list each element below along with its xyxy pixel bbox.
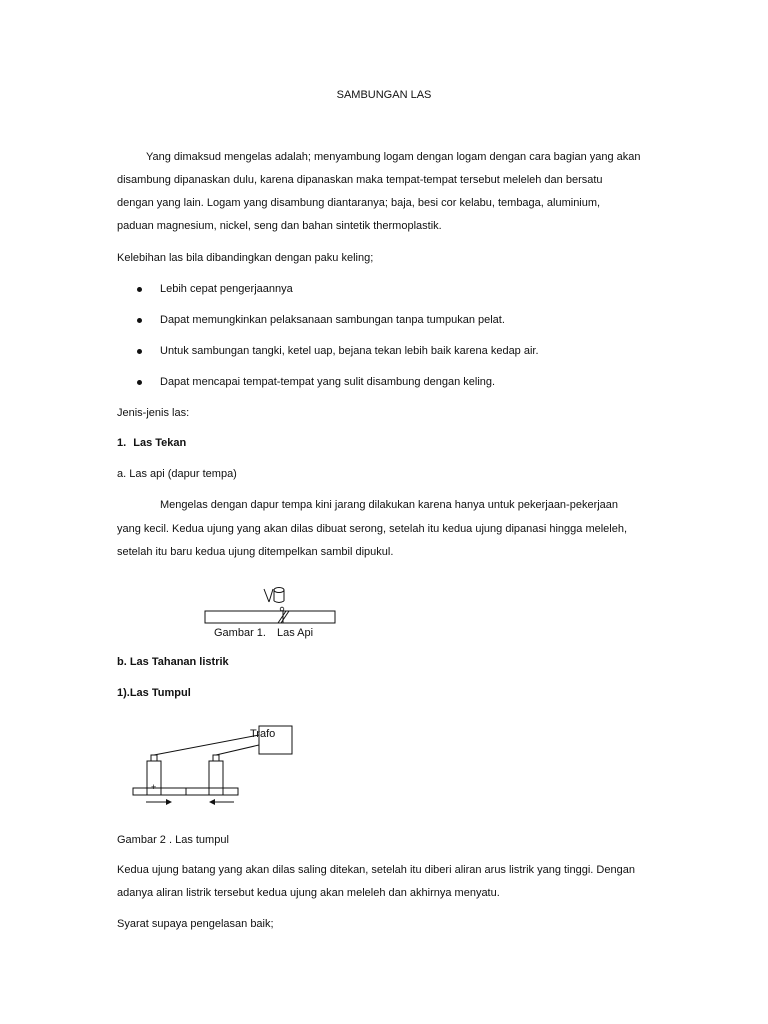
section-1-title: Las Tekan xyxy=(133,437,187,449)
para-a-line-2: yang kecil. Kedua ujung yang akan dilas dibuat serong, setelah itu kedua ujung dipanasi hingga meleleh, xyxy=(117,523,628,535)
bullet-item-1: Lebih cepat pengerjaannya xyxy=(160,283,293,295)
sub-a-heading: a. Las api (dapur tempa) xyxy=(117,468,237,480)
plus-label: + xyxy=(151,782,157,792)
figure-1-las-api xyxy=(200,582,345,642)
bar-left xyxy=(133,788,186,795)
bullet-item-3: Untuk sambungan tangki, ketel uap, bejana tekan lebih baik karena kedap air. xyxy=(160,345,539,357)
figure-1-caption-number: Gambar 1. xyxy=(214,627,266,639)
intro-line-4: paduan magnesium, nickel, seng dan bahan sintetik thermoplastik. xyxy=(117,220,442,232)
bar-right xyxy=(186,788,238,795)
sub-b1-heading: 1).Las Tumpul xyxy=(117,687,191,699)
wire-right xyxy=(216,745,259,755)
syarat-text: Syarat supaya pengelasan baik; xyxy=(117,918,274,930)
para-a-line-3: setelah itu baru kedua ujung ditempelkan sambil dipukul. xyxy=(117,546,394,558)
electrode-right xyxy=(209,761,223,795)
arrow-down-icon xyxy=(264,589,269,602)
workpiece-right xyxy=(283,611,335,623)
bullet-dot xyxy=(137,287,142,292)
hammer-icon xyxy=(274,588,284,593)
para-b-line-1: Kedua ujung batang yang akan dilas saling ditekan, setelah itu diberi aliran arus listrik yang tinggi. Dengan xyxy=(117,864,635,876)
bullet-dot xyxy=(137,349,142,354)
kelebihan-heading: Kelebihan las bila dibandingkan dengan paku keling; xyxy=(117,252,374,264)
section-1-heading xyxy=(117,437,186,449)
bullet-item-4: Dapat mencapai tempat-tempat yang sulit disambung dengan keling. xyxy=(160,376,496,388)
intro-line-2: disambung dipanaskan dulu, karena dipanaskan maka tempat-tempat tersebut meleleh dan bersatu xyxy=(117,174,603,186)
figure-2-caption: Gambar 2 . Las tumpul xyxy=(117,834,229,846)
figure-2-las-tumpul xyxy=(128,722,303,812)
page-title: SAMBUNGAN LAS xyxy=(336,89,432,101)
jenis-heading: Jenis-jenis las: xyxy=(117,407,190,419)
intro-line-3: dengan yang lain. Logam yang disambung diantaranya; baja, besi cor kelabu, tembaga, aluminium, xyxy=(117,197,601,209)
bullet-item-2: Dapat memungkinkan pelaksanaan sambungan tanpa tumpukan pelat. xyxy=(160,314,505,326)
bullet-dot xyxy=(137,318,142,323)
para-a-line-1: Mengelas dengan dapur tempa kini jarang dilakukan karena hanya untuk pekerjaan-pekerjaan xyxy=(160,499,619,511)
para-b-line-2: adanya aliran listrik tersebut kedua ujung akan meleleh dan akhirnya menyatu. xyxy=(117,887,500,899)
figure-1-caption-label: Las Api xyxy=(277,627,314,639)
intro-line-1: Yang dimaksud mengelas adalah; menyambung logam dengan logam dengan cara bagian yang akan xyxy=(146,151,641,163)
bullet-dot xyxy=(137,380,142,385)
section-1-number: 1. xyxy=(117,437,127,449)
sub-b-heading: b. Las Tahanan listrik xyxy=(117,656,229,668)
wire-left xyxy=(154,735,259,755)
workpiece-left xyxy=(205,611,283,623)
trafo-label: Trafo xyxy=(250,728,276,740)
